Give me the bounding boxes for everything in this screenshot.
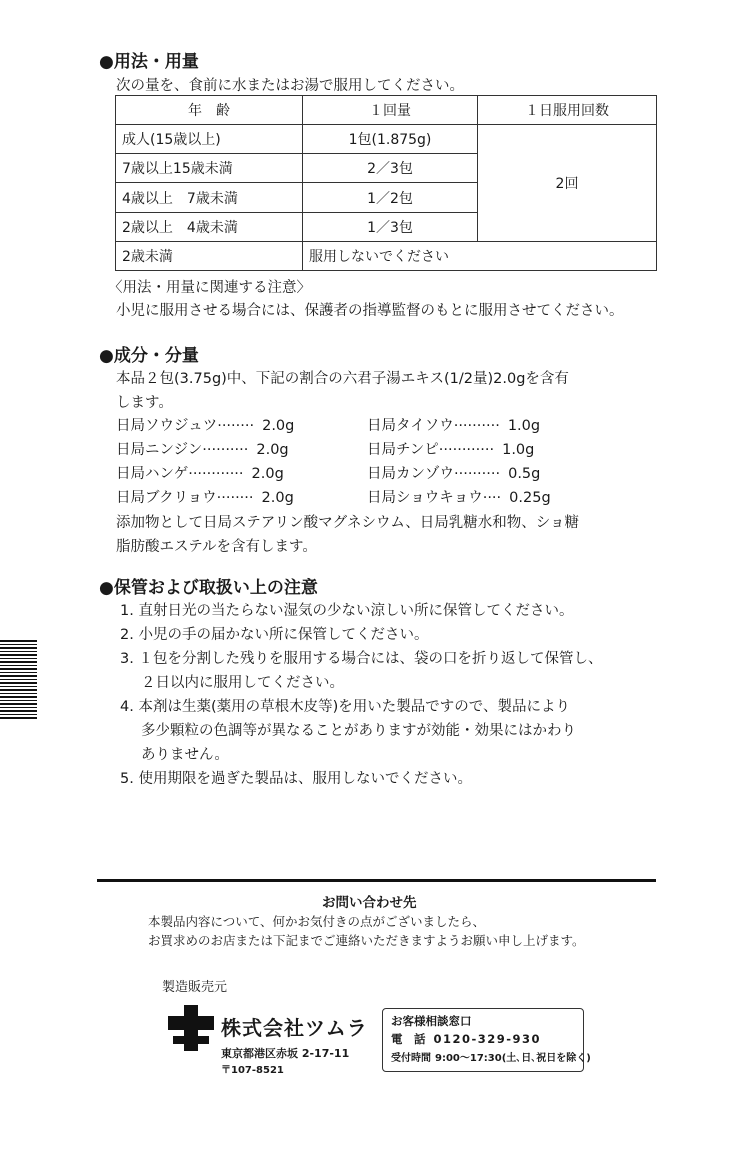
dose-cell: 1／3包 — [303, 212, 478, 241]
ingredient-dots: ············ — [188, 466, 244, 482]
storage-item-text: 使用期限を過ぎた製品は、服用しないでください。 — [138, 771, 472, 787]
ingredient-amount: 2.0g — [262, 418, 295, 434]
ingredient-name: 日局ソウジュツ — [116, 418, 218, 434]
storage-item-continued: ありません。 — [141, 747, 229, 763]
age-cell: 2歳以上 4歳未満 — [116, 212, 303, 241]
company-name: 株式会社ツムラ — [221, 1016, 368, 1040]
storage-item — [120, 647, 602, 668]
contact-line1: 本製品内容について、何かお気付きの点がございましたら、 — [148, 914, 486, 929]
ingredients-additives-line2: 脂肪酸エステルを含有します。 — [116, 539, 317, 555]
ingredient-amount: 2.0g — [261, 490, 294, 506]
usage-heading: ●用法・用量 — [99, 52, 199, 72]
phone-label: 電 話 — [391, 1032, 426, 1046]
age-cell: 成人(15歳以上) — [116, 125, 303, 154]
ingredient-name: 日局ブクリョウ — [116, 490, 217, 506]
storage-item — [120, 599, 573, 620]
storage-item-number: 3. — [120, 651, 134, 667]
ingredient-name: 日局タイソウ — [367, 418, 454, 434]
header-dose: １回量 — [303, 96, 478, 125]
storage-heading: ●保管および取扱い上の注意 — [99, 578, 318, 598]
dosage-table — [115, 95, 657, 271]
ingredients-intro-line2: します。 — [116, 395, 173, 411]
ingredient-item — [116, 414, 294, 435]
age-cell: 7歳以上15歳未満 — [116, 154, 303, 183]
ingredient-item — [116, 438, 289, 459]
storage-item-text: 小児の手の届かない所に保管してください。 — [138, 627, 429, 643]
ingredient-dots: ·········· — [454, 466, 501, 482]
ingredient-item — [367, 414, 540, 435]
usage-intro: 次の量を、食前に水またはお湯で服用してください。 — [116, 78, 464, 94]
barcode-icon — [0, 640, 37, 720]
usage-caution-title: 〈用法・用量に関連する注意〉 — [108, 280, 311, 296]
hours-label: 受付時間 — [391, 1053, 431, 1064]
ingredient-item — [116, 462, 284, 483]
ingredients-heading: ●成分・分量 — [99, 346, 199, 366]
table-row — [116, 125, 657, 154]
company-address: 東京都港区赤坂 2-17-11 — [221, 1047, 350, 1060]
usage-caution-text: 小児に服用させる場合には、保護者の指導監督のもとに服用させてください。 — [116, 303, 624, 319]
ingredient-amount: 0.25g — [509, 490, 551, 506]
support-title: お客様相談窓口 — [391, 1014, 472, 1028]
support-phone-row — [391, 1031, 541, 1047]
ingredient-item — [367, 486, 551, 507]
dose-cell: 1／2包 — [303, 183, 478, 212]
storage-item-number: 1. — [120, 603, 134, 619]
table-row — [116, 241, 657, 270]
age-cell: 2歳未満 — [116, 241, 303, 270]
storage-item-number: 2. — [120, 627, 134, 643]
storage-item-text: 本剤は生薬(薬用の草根木皮等)を用いた製品ですので、製品により — [138, 699, 570, 715]
phone-number[interactable]: 0120-329-930 — [433, 1032, 542, 1046]
storage-item-text: 直射日光の当たらない湿気の少ない涼しい所に保管してください。 — [138, 603, 574, 619]
storage-item-number: 5. — [120, 771, 134, 787]
age-cell: 4歳以上 7歳未満 — [116, 183, 303, 212]
ingredient-dots: ············ — [438, 442, 495, 458]
ingredient-dots: ·········· — [453, 418, 500, 434]
ingredient-name: 日局ニンジン — [116, 442, 203, 458]
ingredient-name: 日局カンゾウ — [367, 466, 454, 482]
ingredients-intro-line1: 本品２包(3.75g)中、下記の割合の六君子湯エキス(1/2量)2.0gを含有 — [116, 371, 569, 387]
times-cell: 2回 — [478, 125, 657, 242]
ingredient-amount: 1.0g — [502, 442, 535, 458]
storage-item-continued: ２日以内に服用してください。 — [141, 675, 344, 691]
contact-line2: お買求めのお店または下記までご連絡いただきますようお願い申し上げます。 — [148, 933, 585, 948]
ingredient-amount: 0.5g — [508, 466, 541, 482]
ingredient-name: 日局チンピ — [367, 442, 439, 458]
storage-item-number: 4. — [120, 699, 134, 715]
section-divider — [97, 879, 656, 882]
ingredient-name: 日局ショウキョウ — [367, 490, 483, 506]
storage-item — [120, 623, 428, 644]
ingredient-amount: 2.0g — [251, 466, 284, 482]
ingredient-amount: 2.0g — [256, 442, 289, 458]
ingredient-dots: ·········· — [202, 442, 249, 458]
ingredient-amount: 1.0g — [507, 418, 541, 434]
storage-item-text: １包を分割した残りを服用する場合には、袋の口を折り返して保管し、 — [138, 651, 603, 667]
ingredient-item — [367, 462, 540, 483]
support-hours-row — [391, 1049, 591, 1064]
header-times: １日服用回数 — [478, 96, 657, 125]
company-postal: 〒107-8521 — [221, 1065, 284, 1076]
table-header-row — [116, 96, 657, 125]
tsumura-logo-icon — [168, 1005, 214, 1051]
storage-item-continued: 多少顆粒の色調等が異なることがありますが効能・効果にはかわり — [141, 723, 576, 739]
ingredient-dots: ········ — [217, 418, 255, 434]
ingredient-item — [367, 438, 534, 459]
storage-item — [120, 695, 570, 716]
ingredient-dots: ···· — [482, 490, 502, 506]
contact-title: お問い合わせ先 — [322, 895, 417, 911]
dose-cell: 1包(1.875g) — [303, 125, 478, 154]
dose-cell: 服用しないでください — [303, 241, 657, 270]
maker-label: 製造販売元 — [162, 980, 228, 995]
dose-cell: 2／3包 — [303, 154, 478, 183]
customer-support-box — [382, 1008, 591, 1072]
hours-value: 9:00～17:30(土､日､祝日を除く) — [435, 1053, 591, 1064]
header-age: 年 齢 — [116, 96, 303, 125]
ingredient-dots: ········ — [216, 490, 254, 506]
ingredients-additives-line1: 添加物として日局ステアリン酸マグネシウム、日局乳糖水和物、ショ糖 — [116, 515, 579, 531]
ingredient-item — [116, 486, 294, 507]
ingredient-name: 日局ハンゲ — [116, 466, 189, 482]
storage-item — [120, 767, 472, 788]
